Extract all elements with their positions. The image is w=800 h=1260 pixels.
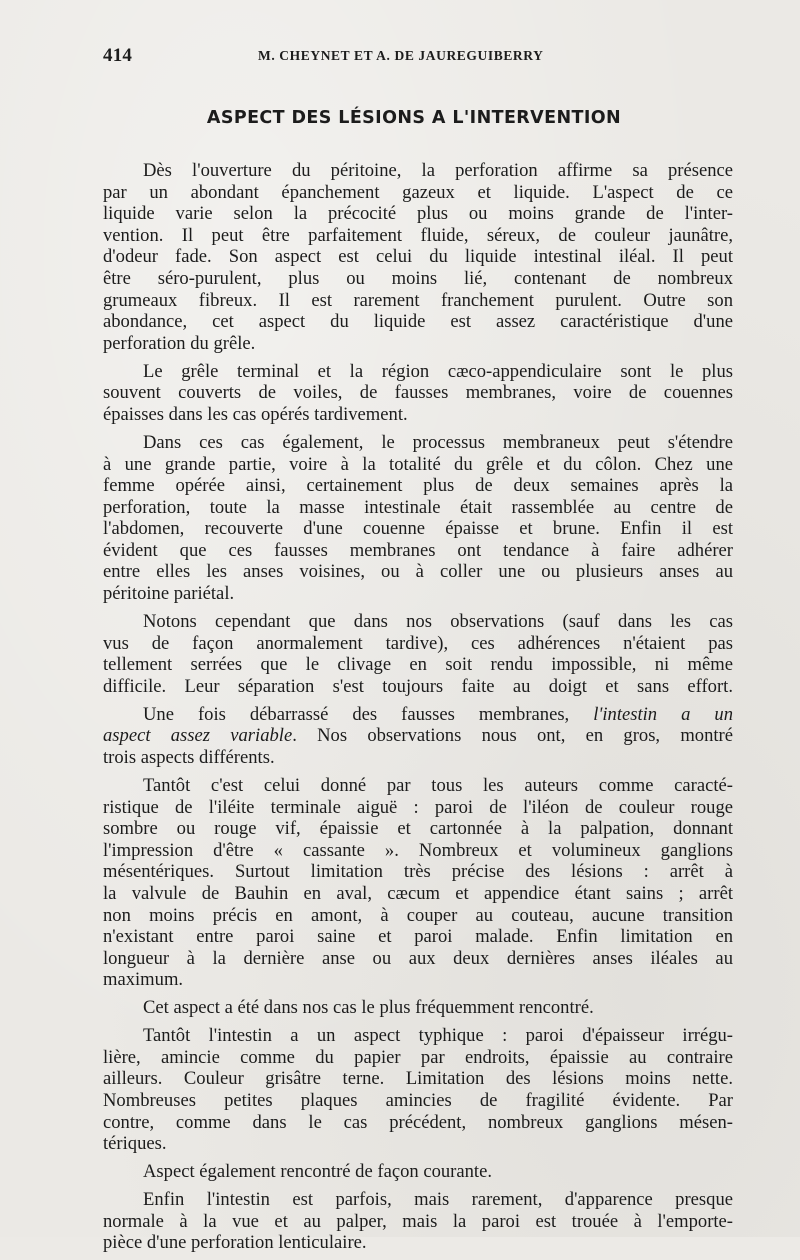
text-line: par un abondant épanchement gazeux et liquide. L'aspect de ce bbox=[103, 181, 733, 203]
section-title: ASPECT DES LÉSIONS A L'INTERVENTION bbox=[206, 108, 622, 128]
paragraph-10 bbox=[103, 1189, 733, 1254]
paragraph-6 bbox=[103, 775, 733, 991]
running-head bbox=[103, 45, 743, 69]
text-line: non moins précis en amont, à couper au couteau, aucune transition bbox=[103, 904, 733, 926]
text-line: Tantôt c'est celui donné par tous les auteurs comme caracté- bbox=[143, 774, 733, 796]
text-line: longueur à la dernière anse ou aux deux dernières anses iléales au bbox=[103, 947, 733, 969]
text-line: Notons cependant que dans nos observations (sauf dans les cas bbox=[143, 611, 733, 633]
paragraph-9 bbox=[103, 1161, 733, 1183]
text-line: Cet aspect a été dans nos cas le plus fréquemment rencontré. bbox=[143, 997, 594, 1019]
text-line: contre, comme dans le cas précédent, nombreux ganglions mésen- bbox=[103, 1111, 733, 1133]
paragraph-7 bbox=[103, 997, 733, 1019]
running-head-authors: M. CHEYNET ET A. DE JAUREGUIBERRY bbox=[258, 48, 544, 63]
page-number: 414 bbox=[103, 45, 133, 66]
paragraph-5 bbox=[103, 704, 733, 769]
text-line: tellement serrées que le clivage en soit rendu impossible, ni même bbox=[103, 654, 733, 676]
text-line: pièce d'une perforation lenticulaire. bbox=[103, 1232, 367, 1254]
body-text bbox=[103, 160, 733, 1260]
text-line: Nombreuses petites plaques amincies de fragilité évidente. Par bbox=[103, 1090, 733, 1112]
text-line: lière, amincie comme du papier par endroits, épaissie au contraire bbox=[103, 1046, 733, 1068]
text-line: évident que ces fausses membranes ont tendance à faire adhérer bbox=[103, 539, 733, 561]
text-line: vus de façon anormalement tardive), ces adhérences n'étaient pas bbox=[103, 632, 733, 654]
text-line: la valvule de Bauhin en aval, cæcum et appendice étant sains ; arrêt bbox=[103, 882, 733, 904]
text-italic: aspect assez variable bbox=[103, 725, 293, 747]
text-line: être séro-purulent, plus ou moins lié, contenant de nombreux bbox=[103, 267, 733, 289]
text-line: difficile. Leur séparation s'est toujours faite au doigt et sans effort. bbox=[103, 675, 733, 697]
text-line: Enfin l'intestin est parfois, mais rarement, d'apparence presque bbox=[143, 1189, 733, 1211]
text-line: perforation du grêle. bbox=[103, 332, 256, 354]
text-line: à une grande partie, voire à la totalité du grêle et du côlon. Chez une bbox=[103, 453, 733, 475]
text-line: femme opérée ainsi, certainement plus de deux semaines après la bbox=[103, 475, 733, 497]
text-line: d'odeur fade. Son aspect est celui du liquide intestinal iléal. Il peut bbox=[103, 246, 733, 268]
text-line: Aspect également rencontré de façon courante. bbox=[143, 1161, 492, 1183]
text-line: péritoine pariétal. bbox=[103, 583, 235, 605]
text-line: perforation, toute la masse intestinale était rassemblée au centre de bbox=[103, 496, 733, 518]
text-line: l'abdomen, recouverte d'une couenne épaisse et brune. Enfin il est bbox=[103, 518, 733, 540]
text-line: n'existant entre paroi saine et paroi malade. Enfin limitation en bbox=[103, 926, 733, 948]
text-line: épaisses dans les cas opérés tardivement. bbox=[103, 403, 408, 425]
paragraph-8 bbox=[103, 1025, 733, 1155]
text-line bbox=[103, 725, 733, 747]
text-line: Dans ces cas également, le processus membraneux peut s'étendre bbox=[143, 431, 733, 453]
text-line: entre elles les anses voisines, ou à coller une ou plusieurs anses au bbox=[103, 561, 733, 583]
text-line: normale à la vue et au palper, mais la paroi est trouée à l'emporte- bbox=[103, 1210, 733, 1232]
text-line: Le grêle terminal et la région cæco-appendiculaire sont le plus bbox=[143, 360, 733, 382]
text-line: maximum. bbox=[103, 969, 184, 991]
text-line: tériques. bbox=[103, 1133, 167, 1155]
text-line: mésentériques. Surtout limitation très précise des lésions : arrêt à bbox=[103, 861, 733, 883]
text-line: liquide varie selon la précocité plus ou moins grande de l'inter- bbox=[103, 203, 733, 225]
paragraph-2 bbox=[103, 361, 733, 426]
text-line: l'impression d'être « cassante ». Nombreux et volumineux ganglions bbox=[103, 839, 733, 861]
text-line: ailleurs. Couleur grisâtre terne. Limitation des lésions moins nette. bbox=[103, 1068, 733, 1090]
text-line: trois aspects différents. bbox=[103, 747, 275, 768]
text-line: souvent couverts de voiles, de fausses membranes, voire de couennes bbox=[103, 382, 733, 404]
paragraph-4 bbox=[103, 611, 733, 697]
text-plain: Une fois débarrassé des fausses membranes, bbox=[143, 703, 594, 725]
paragraph-3 bbox=[103, 432, 733, 605]
text-italic: l'intestin a un bbox=[593, 703, 734, 725]
text-line: sombre ou rouge vif, épaissie et cartonnée à la palpation, donnant bbox=[103, 818, 733, 840]
text-line: grumeaux fibreux. Il est rarement franchement purulent. Outre son bbox=[103, 289, 733, 311]
text-line: vention. Il peut être parfaitement fluide, séreux, de couleur jaunâtre, bbox=[103, 224, 733, 246]
text-line: Dès l'ouverture du péritoine, la perforation affirme sa présence bbox=[143, 160, 733, 181]
text-line: Tantôt l'intestin a un aspect typhique : paroi d'épaisseur irrégu- bbox=[143, 1025, 733, 1047]
text-line: ristique de l'iléite terminale aiguë : paroi de l'iléon de couleur rouge bbox=[103, 796, 733, 818]
text-line bbox=[103, 704, 733, 726]
paragraph-1 bbox=[103, 160, 733, 354]
text-line: abondance, cet aspect du liquide est assez caractéristique d'une bbox=[103, 311, 733, 333]
text-plain: . Nos observations nous ont, en gros, montré bbox=[292, 725, 733, 747]
